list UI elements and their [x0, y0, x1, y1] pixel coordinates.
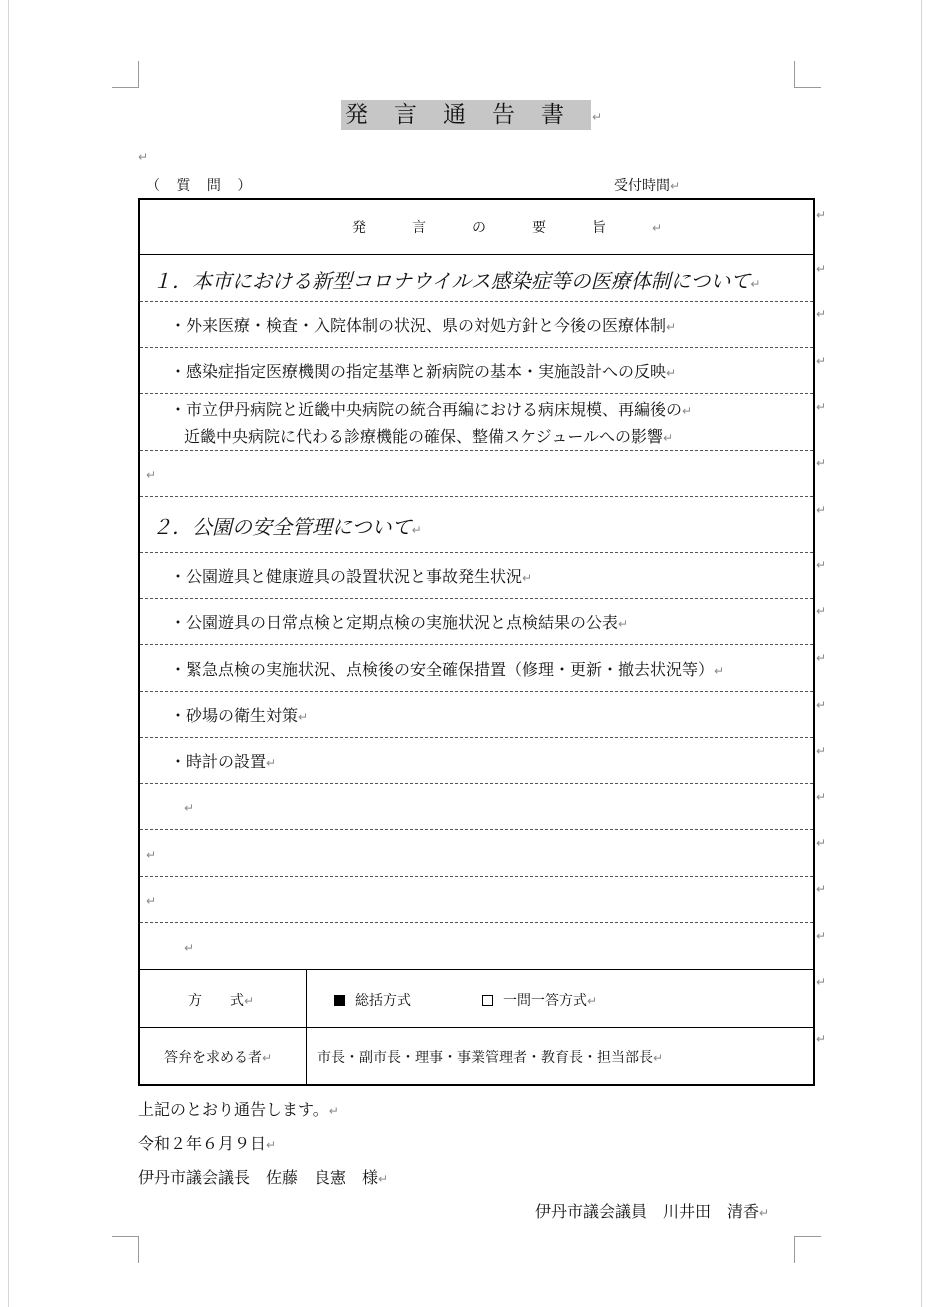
table-row[interactable]	[140, 830, 813, 877]
table-row[interactable]	[140, 497, 813, 553]
end-of-row-mark: ↵	[816, 208, 827, 222]
crop-mark-top-left	[112, 61, 139, 88]
end-of-row-mark: ↵	[816, 698, 827, 712]
list-item: ・時計の設置↵	[170, 752, 277, 771]
addressee[interactable]: 伊丹市議会議長 佐藤 良憲 様↵	[138, 1168, 389, 1187]
table-row[interactable]	[140, 645, 813, 692]
table-row[interactable]	[140, 302, 813, 348]
reception-time-label: 受付時間↵	[614, 178, 681, 194]
end-of-row-mark: ↵	[816, 929, 827, 943]
empty-line: ↵	[146, 468, 157, 482]
section-heading: １．本市における新型コロナウイルス感染症等の医療体制について↵	[152, 269, 761, 293]
crop-mark-bottom-right	[794, 1236, 821, 1263]
table-row[interactable]	[140, 692, 813, 738]
method-option-summary[interactable]: 総括方式	[334, 990, 411, 1010]
table-header-row	[140, 200, 813, 255]
end-of-row-mark: ↵	[816, 400, 827, 414]
checkbox-filled-icon[interactable]	[334, 995, 345, 1006]
table-row[interactable]	[140, 394, 813, 451]
list-item: ・緊急点検の実施状況、点検後の安全確保措置（修理・更新・撤去状況等）↵	[170, 660, 725, 679]
list-item: ・砂場の衛生対策↵	[170, 706, 309, 725]
end-of-row-mark: ↵	[816, 975, 827, 989]
end-of-row-mark: ↵	[816, 882, 827, 896]
respondent-value-cell	[307, 1028, 813, 1084]
empty-line: ↵	[146, 894, 157, 908]
method-label: 方 式↵	[188, 993, 255, 1009]
closing-text[interactable]: 上記のとおり通告します。↵	[138, 1100, 339, 1119]
table-header: 発言の要旨↵	[352, 220, 663, 236]
method-label-cell	[140, 970, 307, 1027]
end-of-row-mark: ↵	[816, 1032, 827, 1046]
end-of-row-mark: ↵	[816, 651, 827, 665]
end-of-row-mark: ↵	[816, 262, 827, 276]
document-title[interactable]: 発言通告書	[341, 100, 591, 130]
crop-mark-bottom-left	[112, 1236, 139, 1263]
table-row[interactable]	[140, 599, 813, 645]
method-options-cell	[307, 970, 813, 1027]
section-heading: ２．公園の安全管理について↵	[152, 515, 422, 539]
table-row[interactable]	[140, 923, 813, 970]
table-row[interactable]	[140, 348, 813, 394]
end-of-row-mark: ↵	[816, 354, 827, 368]
respondent-row	[140, 1028, 813, 1084]
empty-line: ↵	[146, 848, 157, 862]
notice-table	[138, 198, 815, 1086]
list-item: ・感染症指定医療機関の指定基準と新病院の基本・実施設計への反映↵	[170, 362, 677, 381]
end-of-row-mark: ↵	[816, 456, 827, 470]
method-option-one-by-one[interactable]: 一問一答方式↵	[482, 990, 597, 1010]
table-row[interactable]	[140, 553, 813, 599]
table-row[interactable]	[140, 784, 813, 830]
method-row	[140, 970, 813, 1028]
list-item: ・外来医療・検査・入院体制の状況、県の対処方針と今後の医療体制↵	[170, 316, 677, 335]
paragraph-mark: ↵	[138, 150, 149, 164]
table-row[interactable]	[140, 451, 813, 497]
list-item: ・市立伊丹病院と近畿中央病院の統合再編における病床規模、再編後の↵	[170, 400, 693, 419]
list-item-continued: 近畿中央病院に代わる診療機能の確保、整備スケジュールへの影響↵	[184, 427, 674, 446]
end-of-row-mark: ↵	[816, 604, 827, 618]
respondent-label-cell	[140, 1028, 307, 1084]
crop-mark-top-right	[794, 61, 821, 88]
respondent-label: 答弁を求める者↵	[164, 1050, 273, 1066]
signature[interactable]: 伊丹市議会議員 川井田 清香↵	[535, 1202, 770, 1221]
table-row[interactable]	[140, 877, 813, 923]
end-of-row-mark: ↵	[816, 836, 827, 850]
checkbox-empty-icon[interactable]	[482, 995, 493, 1006]
respondent-value[interactable]: 市長・副市長・理事・事業管理者・教育長・担当部長↵	[317, 1050, 664, 1066]
list-item: ・公園遊具の日常点検と定期点検の実施状況と点検結果の公表↵	[170, 613, 629, 632]
end-of-row-mark: ↵	[816, 790, 827, 804]
notice-date[interactable]: 令和２年６月９日↵	[138, 1134, 277, 1153]
empty-line: ↵	[184, 941, 195, 955]
end-of-row-mark: ↵	[816, 744, 827, 758]
question-label: （ 質 問 ）	[146, 178, 258, 194]
empty-line: ↵	[184, 801, 195, 815]
table-row[interactable]	[140, 738, 813, 784]
end-of-row-mark: ↵	[816, 558, 827, 572]
end-of-row-mark: ↵	[816, 307, 827, 321]
list-item: ・公園遊具と健康遊具の設置状況と事故発生状況↵	[170, 567, 533, 586]
end-of-row-mark: ↵	[816, 503, 827, 517]
paragraph-mark: ↵	[592, 110, 603, 124]
table-row[interactable]	[140, 255, 813, 302]
